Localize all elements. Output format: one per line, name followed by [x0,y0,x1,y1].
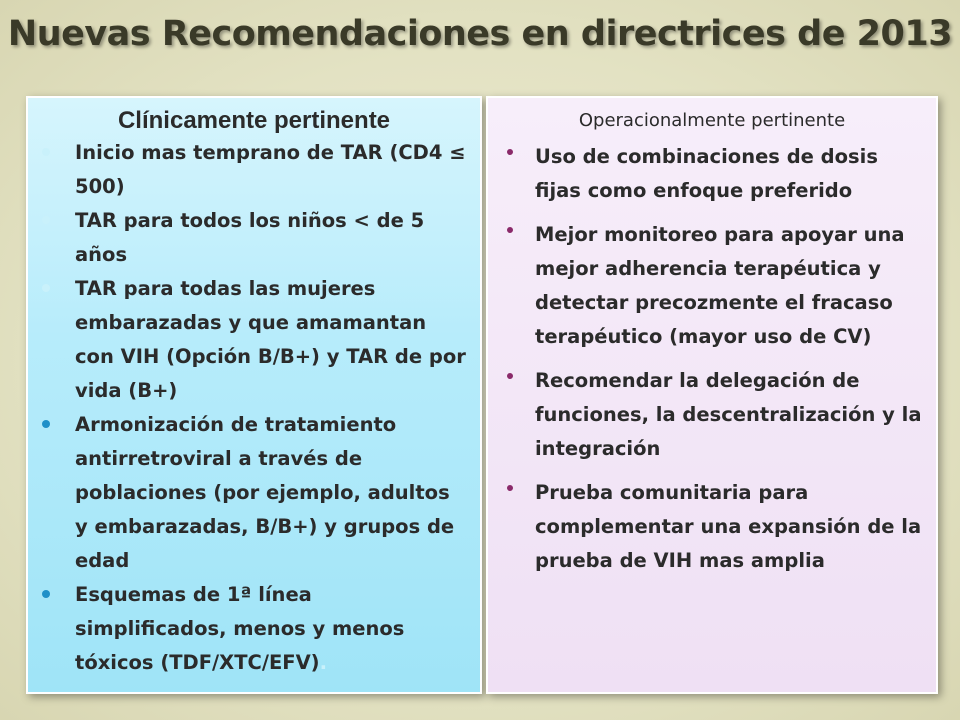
bullet-icon [42,216,50,224]
operational-heading: Operacionalmente pertinente [578,110,846,131]
list-item: TAR para todas las mujeres embarazadas y que amamantan con VIH (Opción B/B+) y TAR de por vida (B+) [75,272,468,408]
list-item: Prueba comunitaria para complementar una expansión de la prueba de VIH mas amplia [535,476,926,578]
clinical-list [28,136,480,680]
list-item: Armonización de tratamiento antirretroviral a través de poblaciones (por ejemplo, adultos y embarazadas, B/B+) y grupos de edad [75,408,468,578]
clinical-heading: Clínicamente pertinente [117,107,391,134]
clinical-panel [26,96,482,694]
bullet-icon [42,284,50,292]
list-item: Inicio mas temprano de TAR (CD4 ≤ 500) [75,136,468,204]
list-item: Mejor monitoreo para apoyar una mejor adherencia terapéutica y detectar precozmente el fracaso terapéutico (mayor uso de CV) [535,218,926,354]
operational-panel [486,96,938,694]
bullet-icon [42,420,50,428]
bullet-icon [507,149,513,155]
trailing-period: . [319,651,328,674]
list-item: TAR para todos los niños < de 5 años [75,204,468,272]
slide-title: Nuevas Recomendaciones en directrices de 2013 [7,14,953,54]
bullet-icon [42,148,50,156]
list-item: Esquemas de 1ª línea simplificados, menos y menos tóxicos (TDF/XTC/EFV). [75,578,468,680]
bullet-icon [507,485,513,491]
list-item: Uso de combinaciones de dosis fijas como enfoque preferido [535,140,926,208]
bullet-icon [42,590,50,598]
list-item: Recomendar la delegación de funciones, la descentralización y la integración [535,364,926,466]
bullet-icon [507,227,513,233]
bullet-icon [507,373,513,379]
operational-list [488,140,936,578]
